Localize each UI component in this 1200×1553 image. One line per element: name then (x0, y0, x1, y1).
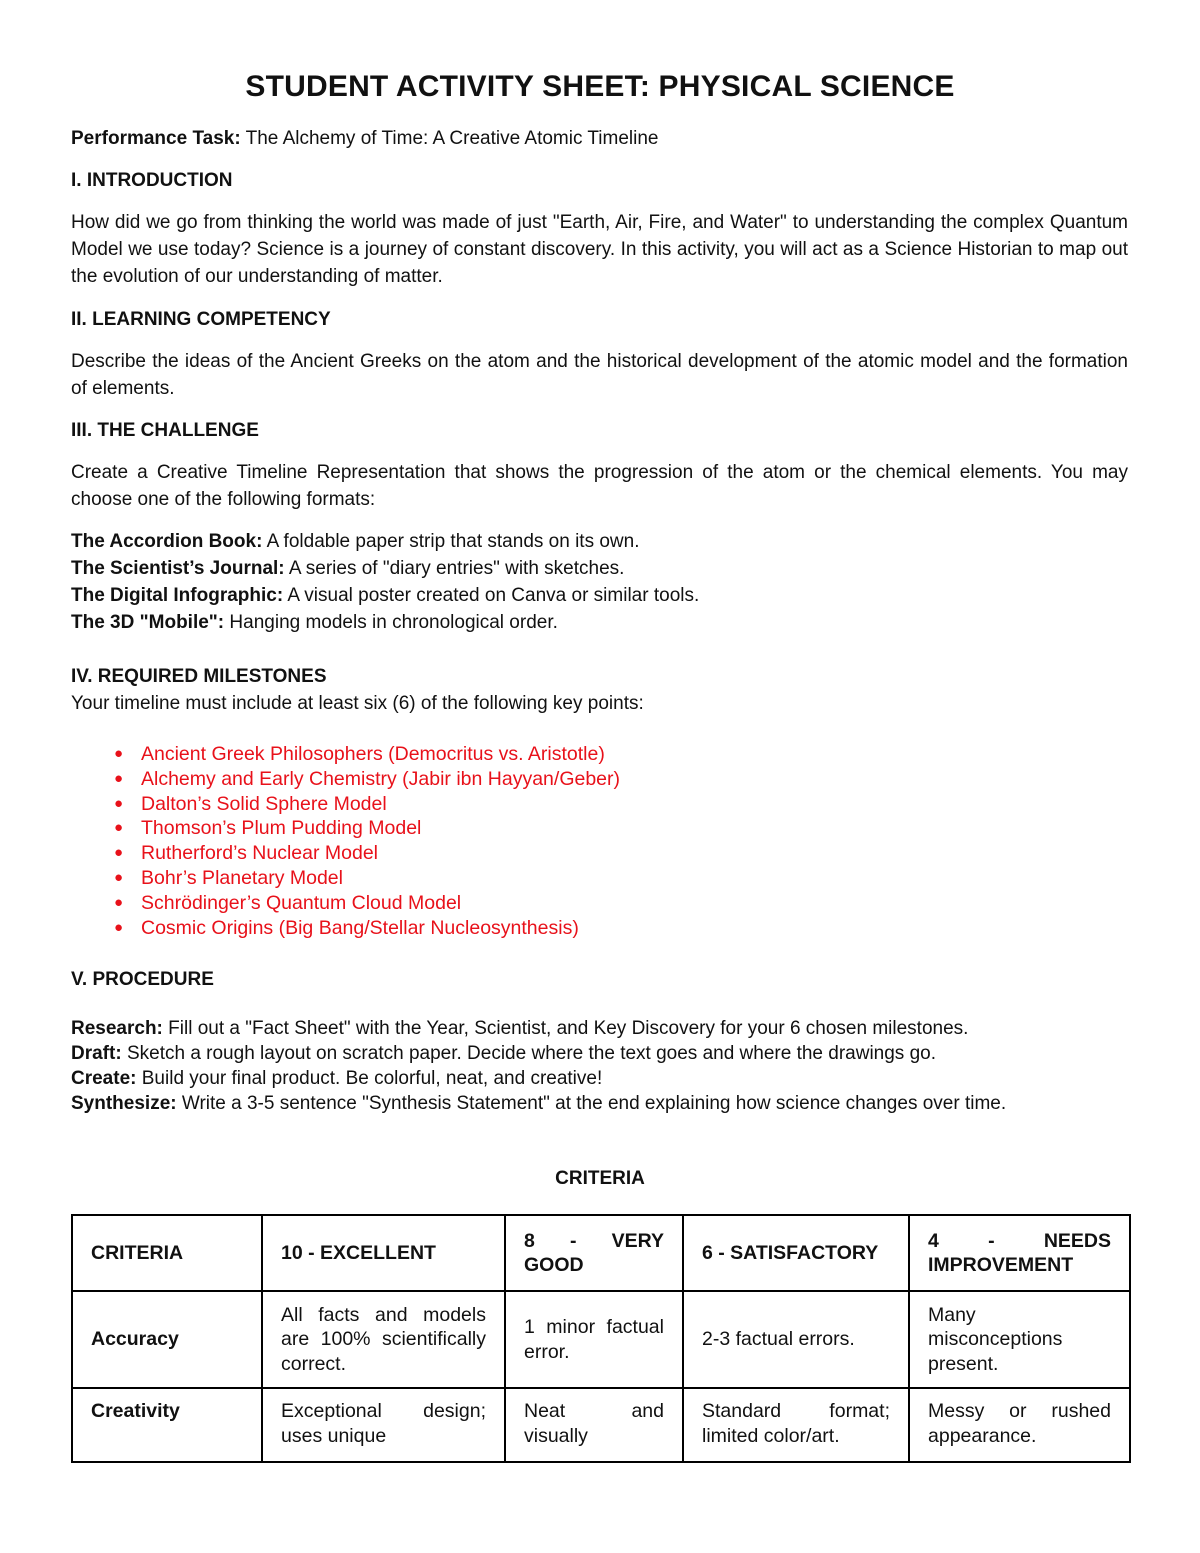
column-header: 10 - EXCELLENT (262, 1215, 505, 1291)
introduction-heading: I. INTRODUCTION (71, 170, 233, 191)
milestones-intro: Your timeline must include at least six (6) of the following key points: (71, 693, 644, 714)
competency-text: Describe the ideas of the Ancient Greeks on the atom and the historical development of the atomic model and the formation of elements. (71, 351, 1128, 399)
milestone-text: Cosmic Origins (Big Bang/Stellar Nucleosynthesis) (141, 916, 579, 939)
bullet-icon: ● (114, 893, 124, 911)
procedure-step (71, 1091, 1128, 1116)
row-label: Creativity (72, 1388, 262, 1462)
step-text: Write a 3-5 sentence "Synthesis Statement" at the end explaining how science changes over time. (176, 1093, 1007, 1114)
milestone-text: Bohr’s Planetary Model (141, 866, 343, 889)
milestone-text: Rutherford’s Nuclear Model (141, 842, 378, 865)
bullet-icon: ● (114, 868, 124, 886)
milestone-text: Alchemy and Early Chemistry (Jabir ibn Hayyan/Geber) (141, 767, 621, 790)
challenge-text: Create a Creative Timeline Representation that shows the progression of the atom or the chemical elements. You may choose one of the following formats: (71, 462, 1128, 510)
competency-heading: II. LEARNING COMPETENCY (71, 309, 331, 330)
table-cell: 2-3 factual errors. (683, 1291, 909, 1388)
table-cell: Neat and visually (505, 1388, 683, 1462)
step-label: Create: (71, 1068, 137, 1089)
table-header-row (72, 1215, 1130, 1291)
milestones-heading: IV. REQUIRED MILESTONES (71, 666, 327, 687)
step-text: Sketch a rough layout on scratch paper. Decide where the text goes and where the drawings go. (121, 1043, 936, 1064)
format-label: The Accordion Book: (71, 531, 263, 552)
format-item (71, 582, 1128, 609)
milestone-text: Schrödinger’s Quantum Cloud Model (141, 891, 462, 914)
list-item (71, 866, 1128, 891)
bullet-icon: ● (114, 918, 124, 936)
column-header: CRITERIA (72, 1215, 262, 1291)
procedure-step (71, 1041, 1128, 1066)
milestone-text: Thomson’s Plum Pudding Model (141, 817, 422, 840)
table-cell: Many misconceptions present. (909, 1291, 1130, 1388)
procedure-step (71, 1016, 1128, 1041)
criteria-caption: CRITERIA (555, 1168, 645, 1189)
format-list (71, 528, 1128, 636)
step-text: Build your final product. Be colorful, neat, and creative! (136, 1068, 603, 1089)
bullet-icon: ● (114, 745, 124, 762)
bullet-icon: ● (114, 794, 124, 812)
introduction-text: How did we go from thinking the world was made of just "Earth, Air, Fire, and Water" to understanding the complex Quantum Model we use today? Science is a journey of constant discovery. In this activity, you will act as a Science Historian to map out the evolution of our understanding of matter. (71, 212, 1128, 287)
challenge-heading: III. THE CHALLENGE (71, 420, 259, 441)
performance-task (71, 125, 1128, 152)
row-label: Accuracy (72, 1291, 262, 1388)
procedure-step (71, 1066, 1128, 1091)
step-label: Research: (71, 1018, 163, 1039)
table-cell: Messy or rushed appearance. (909, 1388, 1130, 1462)
format-text: Hanging models in chronological order. (224, 612, 558, 633)
bullet-icon: ● (114, 819, 124, 837)
table-row (72, 1291, 1130, 1388)
format-item (71, 555, 1128, 582)
step-label: Draft: (71, 1043, 122, 1064)
table-row (72, 1388, 1130, 1462)
table-cell: All facts and models are 100% scientifically correct. (262, 1291, 505, 1388)
list-item (71, 816, 1128, 841)
table-cell: 1 minor factual error. (505, 1291, 683, 1388)
step-label: Synthesize: (71, 1093, 177, 1114)
performance-task-label: Performance Task: (71, 128, 241, 149)
format-label: The Scientist’s Journal: (71, 558, 285, 579)
milestone-text: Dalton’s Solid Sphere Model (141, 792, 387, 815)
rubric-table (71, 1214, 1131, 1463)
format-item (71, 528, 1128, 555)
procedure-steps (71, 1016, 1128, 1116)
column-header: 4 - NEEDS IMPROVEMENT (909, 1215, 1130, 1291)
table-cell: Standard format; limited color/art. (683, 1388, 909, 1462)
format-item (71, 609, 1128, 636)
format-text: A foldable paper strip that stands on its own. (262, 531, 640, 552)
page-title: STUDENT ACTIVITY SHEET: PHYSICAL SCIENCE (245, 70, 955, 103)
list-item (71, 841, 1128, 866)
list-item (71, 742, 1128, 767)
column-header: 8 - VERY GOOD (505, 1215, 683, 1291)
step-text: Fill out a "Fact Sheet" with the Year, Scientist, and Key Discovery for your 6 chosen milestones. (162, 1018, 969, 1039)
bullet-icon: ● (114, 844, 124, 862)
list-item (71, 792, 1128, 817)
bullet-icon: ● (114, 769, 124, 787)
table-cell: Exceptional design; uses unique (262, 1388, 505, 1462)
format-label: The 3D "Mobile": (71, 612, 225, 633)
list-item (71, 891, 1128, 916)
column-header: 6 - SATISFACTORY (683, 1215, 909, 1291)
milestones-list (71, 742, 1128, 940)
list-item (71, 916, 1128, 941)
procedure-heading: V. PROCEDURE (71, 969, 214, 990)
performance-task-value: The Alchemy of Time: A Creative Atomic Timeline (240, 128, 659, 149)
format-label: The Digital Infographic: (71, 585, 284, 606)
format-text: A visual poster created on Canva or similar tools. (283, 585, 700, 606)
format-text: A series of "diary entries" with sketches. (284, 558, 625, 579)
milestone-text: Ancient Greek Philosophers (Democritus vs. Aristotle) (141, 743, 605, 765)
list-item (71, 767, 1128, 792)
